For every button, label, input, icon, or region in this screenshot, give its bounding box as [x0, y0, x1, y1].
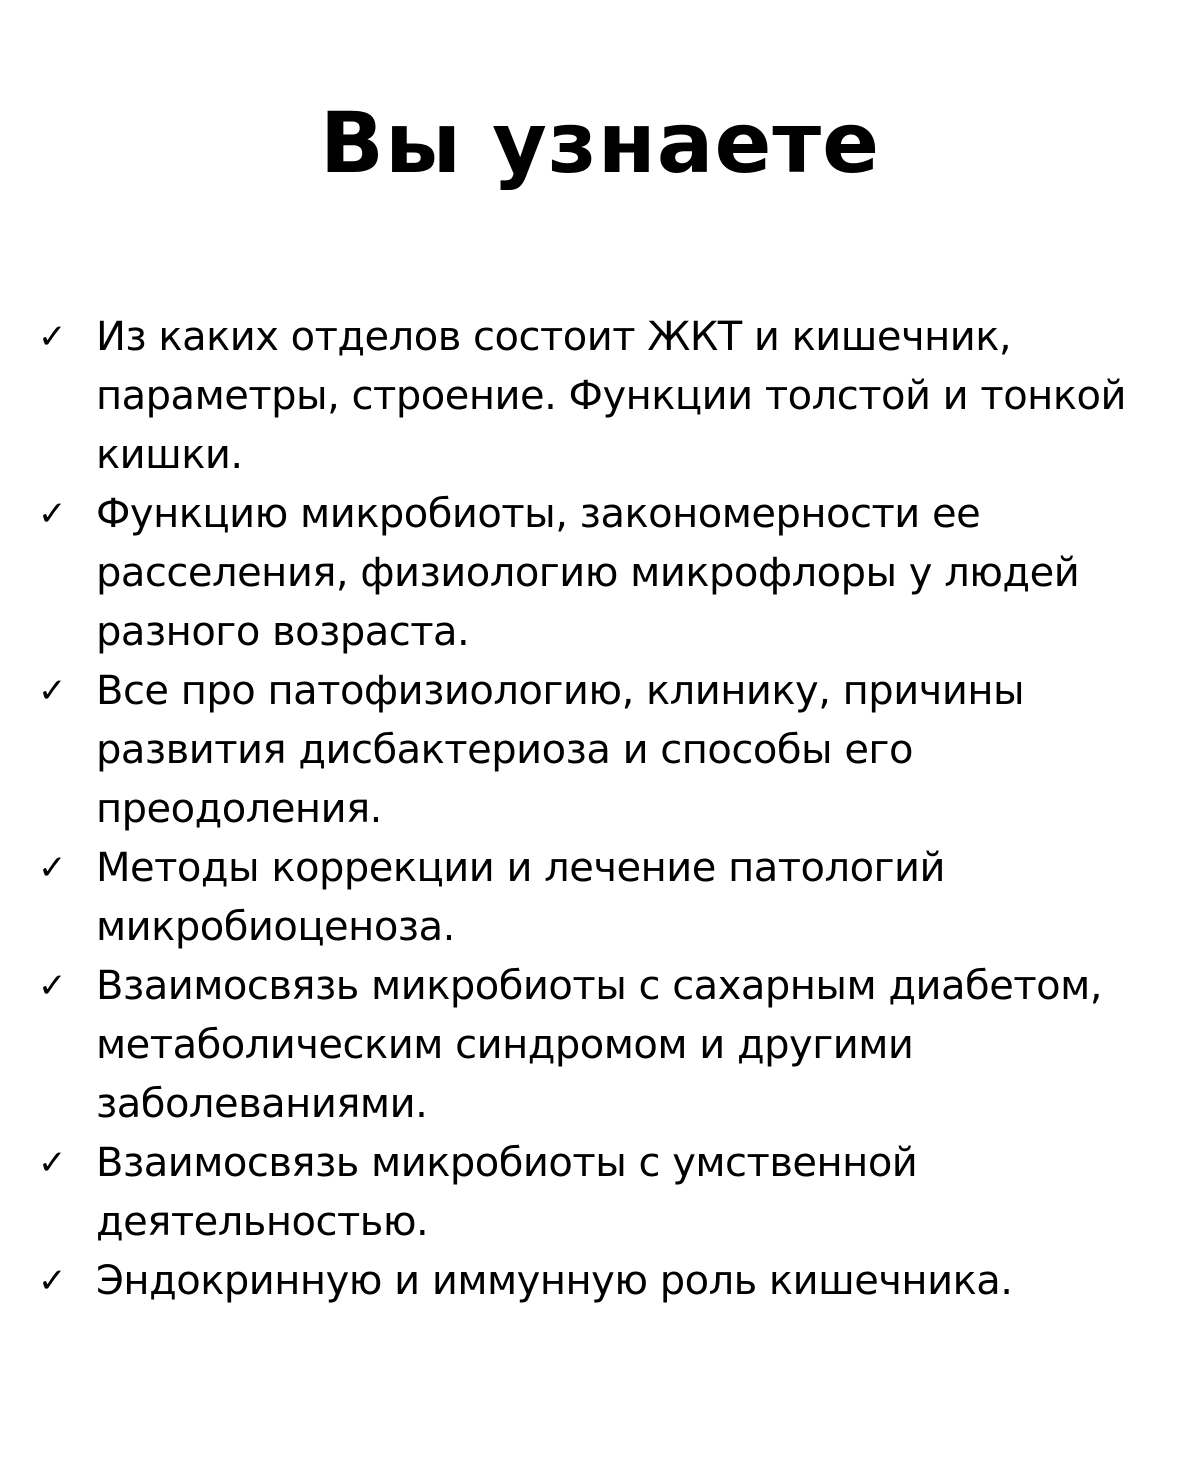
check-icon: ✓ [38, 317, 66, 357]
list-item [0, 839, 1200, 957]
list-item [0, 1252, 1200, 1311]
list-item [0, 308, 1200, 485]
page-title: Вы узнаете [319, 94, 881, 192]
benefits-list [0, 308, 1200, 1311]
list-item-text: Из каких отделов состоит ЖКТ и кишечник, параметры, строение. Функции толстой и тонкой кишки. [96, 314, 1126, 478]
list-item-text: Эндокринную и иммунную роль кишечника. [96, 1258, 1013, 1304]
list-item-text: Методы коррекции и лечение патологий микробиоценоза. [96, 845, 946, 950]
list-item [0, 1134, 1200, 1252]
check-icon: ✓ [38, 494, 66, 534]
list-item [0, 957, 1200, 1134]
list-item [0, 662, 1200, 839]
check-icon: ✓ [38, 1143, 66, 1183]
check-icon: ✓ [38, 1261, 66, 1301]
check-icon: ✓ [38, 848, 66, 888]
check-icon: ✓ [38, 671, 66, 711]
check-icon: ✓ [38, 966, 66, 1006]
list-item-text: Функцию микробиоты, закономерности ее расселения, физиологию микрофлоры у людей разного возраста. [96, 491, 1080, 655]
list-item [0, 485, 1200, 662]
list-item-text: Взаимосвязь микробиоты с умственной деятельностью. [96, 1140, 918, 1245]
list-item-text: Все про патофизиологию, клинику, причины развития дисбактериоза и способы его преодоления. [96, 668, 1025, 832]
list-item-text: Взаимосвязь микробиоты с сахарным диабетом, метаболическим синдромом и другими заболеваниями. [96, 963, 1102, 1127]
